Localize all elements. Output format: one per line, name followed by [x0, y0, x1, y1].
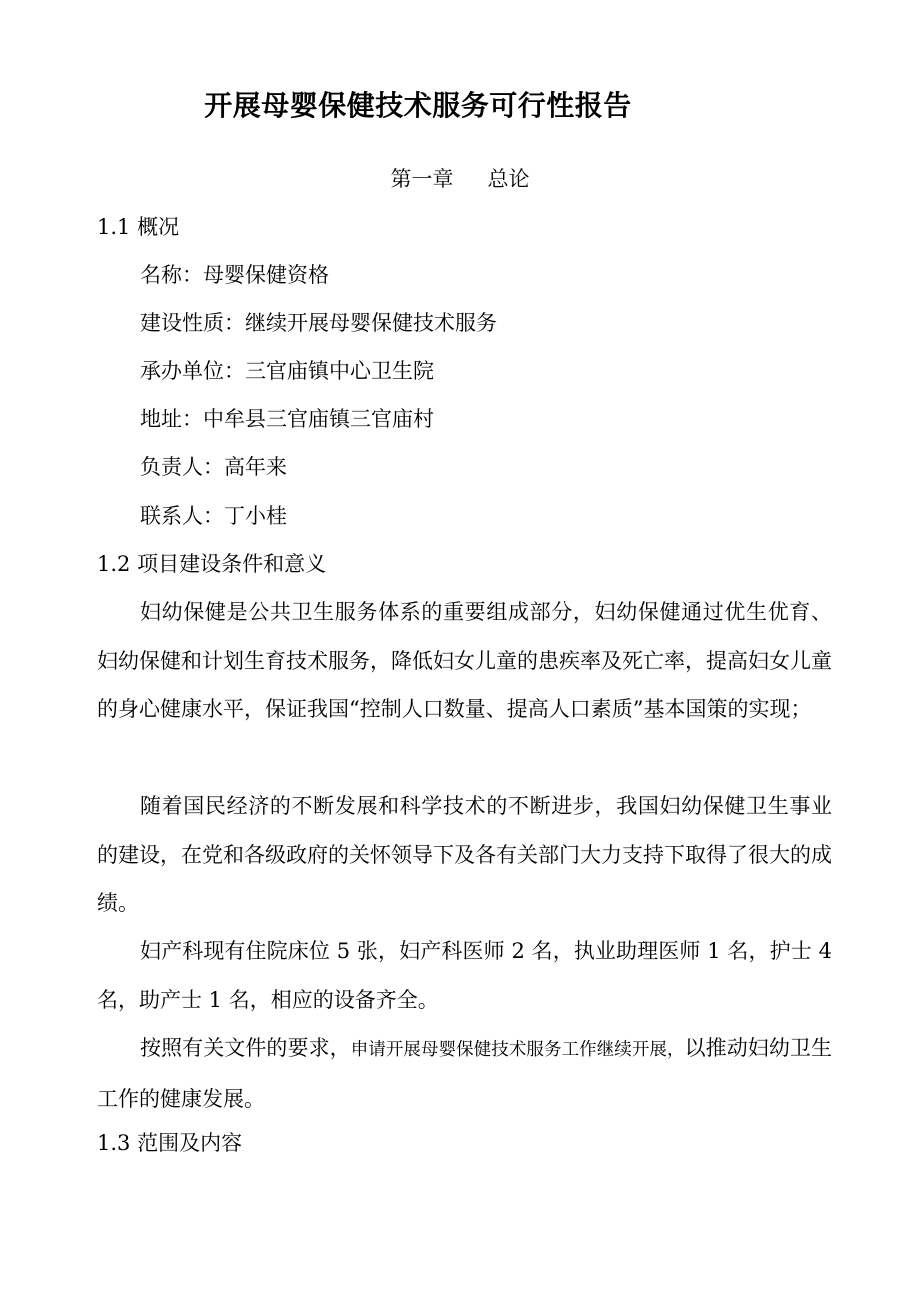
- paragraph-maternal-health-importance: 妇幼保健是公共卫生服务体系的重要组成部分，妇幼保健通过优生优育、妇幼保健和计划生育技术服务，降低妇女儿童的患疾率及死亡率，提高妇女儿童的身心健康水平，保证我国“控制人口数量、提高人口素质”基本国策的实现；: [97, 600, 832, 721]
- field-construction-nature: 建设性质：继续开展母婴保健技术服务: [140, 311, 497, 335]
- chapter-name: 总论: [487, 167, 530, 191]
- paragraph-application: [97, 1024, 832, 1123]
- section-heading-1-2: 1.2 项目建设条件和意义: [97, 552, 327, 576]
- application-text-part3: 以推动妇幼卫生工作的健康发展。: [97, 1036, 833, 1111]
- paragraph-department-staffing: 妇产科现有住院床位 5 张，妇产科医师 2 名，执业助理医师 1 名，护士 4 名，助产士 1 名，相应的设备齐全。: [97, 939, 832, 1012]
- application-text-part1: 按照有关文件的要求，: [140, 1036, 351, 1060]
- chapter-number: 第一章: [390, 167, 454, 191]
- application-text-part2: 申请开展母婴保健技术服务工作继续开展，: [350, 1040, 685, 1060]
- field-organizer: 承办单位：三官庙镇中心卫生院: [140, 359, 434, 383]
- document-title: 开展母婴保健技术服务可行性报告: [204, 89, 632, 122]
- section-heading-1-3: 1.3 范围及内容: [97, 1131, 243, 1155]
- section-heading-1-1: 1.1 概况: [97, 215, 180, 239]
- field-name: 名称：母婴保健资格: [140, 263, 329, 287]
- field-contact-person: 联系人：丁小桂: [140, 504, 287, 528]
- chapter-heading: [0, 162, 920, 196]
- field-person-in-charge: 负责人：高年来: [140, 455, 287, 479]
- paragraph-development-achievements: 随着国民经济的不断发展和科学技术的不断进步，我国妇幼保健卫生事业的建设，在党和各级政府的关怀领导下及各有关部门大力支持下取得了很大的成绩。: [97, 794, 832, 915]
- field-address: 地址：中牟县三官庙镇三官庙村: [140, 407, 434, 431]
